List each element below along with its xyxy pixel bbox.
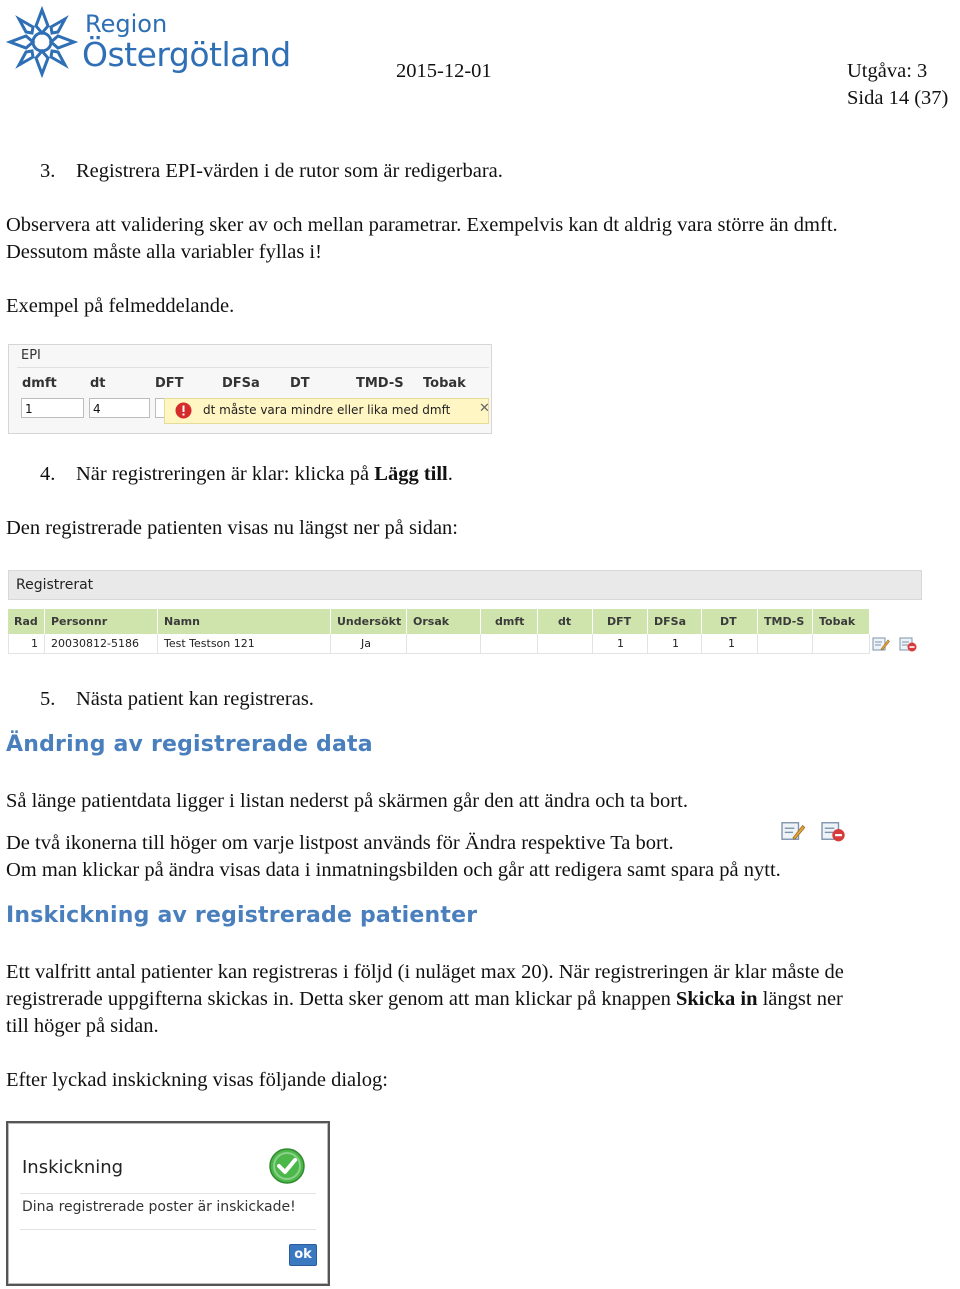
step-4-end: . bbox=[447, 463, 453, 485]
close-icon[interactable]: ✕ bbox=[479, 401, 490, 416]
col-undersokt: Undersökt bbox=[331, 609, 407, 634]
delete-icon bbox=[820, 820, 846, 842]
logo-star-icon bbox=[6, 6, 78, 78]
col-dft: DFT bbox=[593, 609, 648, 634]
dialog-divider-bottom bbox=[20, 1229, 316, 1230]
col-tmds: TMD-S bbox=[758, 609, 813, 634]
epi-panel-title: EPI bbox=[21, 348, 41, 363]
epi-col-dt: dt bbox=[90, 376, 106, 391]
ok-button[interactable]: ok bbox=[289, 1244, 317, 1266]
error-icon bbox=[175, 402, 192, 419]
col-orsak: Orsak bbox=[407, 609, 481, 634]
section-edit-heading: Ändring av registrerade data bbox=[6, 732, 373, 757]
region-logo bbox=[6, 6, 306, 80]
step-5-number: 5. bbox=[40, 688, 56, 710]
cell-orsak bbox=[407, 634, 481, 654]
step-3-number: 3. bbox=[40, 160, 56, 182]
section-edit-p2: De två ikonerna till höger om varje listpost används för Ändra respektive Ta bort. bbox=[6, 832, 674, 854]
delete-icon[interactable] bbox=[899, 636, 917, 652]
validation-line-1: Observera att validering sker av och mellan parametrar. Exempelvis kan dt aldrig vara större än dmft. bbox=[6, 214, 838, 236]
header-date: 2015-12-01 bbox=[396, 60, 492, 82]
col-rad: Rad bbox=[8, 609, 45, 634]
epi-col-tmds: TMD-S bbox=[356, 376, 404, 391]
cell-tobak bbox=[813, 634, 870, 654]
col-namn: Namn bbox=[158, 609, 331, 634]
example-error-caption: Exempel på felmeddelande. bbox=[6, 295, 235, 317]
skicka-in-bold: Skicka in bbox=[676, 988, 758, 1010]
section-send-line-2 bbox=[6, 986, 843, 1013]
dmft-input[interactable]: 1 bbox=[21, 398, 84, 418]
logo-name-text: Östergötland bbox=[82, 35, 291, 74]
step-4-number: 4. bbox=[40, 463, 56, 485]
epi-panel bbox=[8, 344, 492, 434]
epi-col-dft: DFT bbox=[155, 376, 184, 391]
patient-shown-text: Den registrerade patienten visas nu längst ner på sidan: bbox=[6, 517, 458, 539]
cell-dt bbox=[538, 634, 593, 654]
registrerat-panel bbox=[8, 570, 922, 658]
step-5-text: Nästa patient kan registreras. bbox=[76, 688, 314, 710]
section-edit-p3: Om man klickar på ändra visas data i inmatningsbilden och går att redigera samt spara på nytt. bbox=[6, 859, 781, 881]
section-send-line-1: Ett valfritt antal patienter kan registreras i följd (i nuläget max 20). När registreringen är klar måste de bbox=[6, 961, 844, 983]
lagg-till-bold: Lägg till bbox=[374, 463, 448, 485]
epi-col-dfsa: DFSa bbox=[222, 376, 260, 391]
after-send-text: Efter lyckad inskickning visas följande dialog: bbox=[6, 1069, 389, 1091]
section-edit-p1: Så länge patientdata ligger i listan nederst på skärmen går den att ändra och ta bort. bbox=[6, 790, 688, 812]
dt-input[interactable]: 4 bbox=[89, 398, 150, 418]
cell-personnr: 20030812-5186 bbox=[45, 634, 158, 654]
cell-undersokt: Ja bbox=[331, 634, 407, 654]
table-header-row bbox=[8, 609, 870, 634]
dialog-title: Inskickning bbox=[22, 1157, 124, 1178]
section-send-heading: Inskickning av registrerade patienter bbox=[6, 903, 478, 928]
epi-col-tobak: Tobak bbox=[423, 376, 466, 391]
validation-error-tooltip bbox=[164, 398, 489, 424]
validation-line-2: Dessutom måste alla variabler fyllas i! bbox=[6, 241, 322, 263]
registrerat-title: Registrerat bbox=[16, 577, 94, 593]
step-3-text: Registrera EPI-värden i de rutor som är redigerbara. bbox=[76, 160, 503, 182]
section-send-line-2-start: registrerade uppgifterna skickas in. Detta sker genom att man klickar på knappen bbox=[6, 988, 676, 1010]
cell-rad: 1 bbox=[8, 634, 45, 654]
section-send-line-2-end: längst ner bbox=[757, 988, 843, 1010]
edit-icon bbox=[780, 820, 806, 842]
section-send-line-3: till höger på sidan. bbox=[6, 1015, 159, 1037]
epi-col-dmft: dmft bbox=[22, 376, 57, 391]
cell-dft: 1 bbox=[593, 634, 648, 654]
dialog-divider-top bbox=[20, 1193, 316, 1194]
col-dt-upper: DT bbox=[702, 609, 758, 634]
checkmark-icon bbox=[268, 1147, 306, 1185]
step-4-sentence bbox=[76, 461, 453, 488]
cell-dfsa: 1 bbox=[648, 634, 702, 654]
header-edition: Utgåva: 3 bbox=[847, 60, 928, 82]
submit-dialog bbox=[6, 1121, 330, 1286]
col-dfsa: DFSa bbox=[648, 609, 702, 634]
logo-region-text: Region bbox=[85, 10, 168, 38]
cell-dmft bbox=[481, 634, 538, 654]
header-page: Sida 14 (37) bbox=[847, 87, 949, 109]
table-row[interactable] bbox=[8, 634, 870, 654]
col-personnr: Personnr bbox=[45, 609, 158, 634]
col-dmft: dmft bbox=[481, 609, 538, 634]
dialog-message: Dina registrerade poster är inskickade! bbox=[22, 1199, 296, 1215]
registrerat-header bbox=[8, 570, 922, 600]
step-4-text: När registreringen är klar: klicka på bbox=[76, 463, 375, 485]
col-dt: dt bbox=[538, 609, 593, 634]
edit-icon[interactable] bbox=[872, 636, 890, 652]
col-tobak: Tobak bbox=[813, 609, 870, 634]
cell-namn: Test Testson 121 bbox=[158, 634, 331, 654]
epi-divider bbox=[17, 367, 489, 368]
cell-dt-upper: 1 bbox=[702, 634, 758, 654]
validation-error-text: dt måste vara mindre eller lika med dmft bbox=[203, 403, 451, 417]
cell-tmds bbox=[758, 634, 813, 654]
epi-col-dt-upper: DT bbox=[290, 376, 310, 391]
